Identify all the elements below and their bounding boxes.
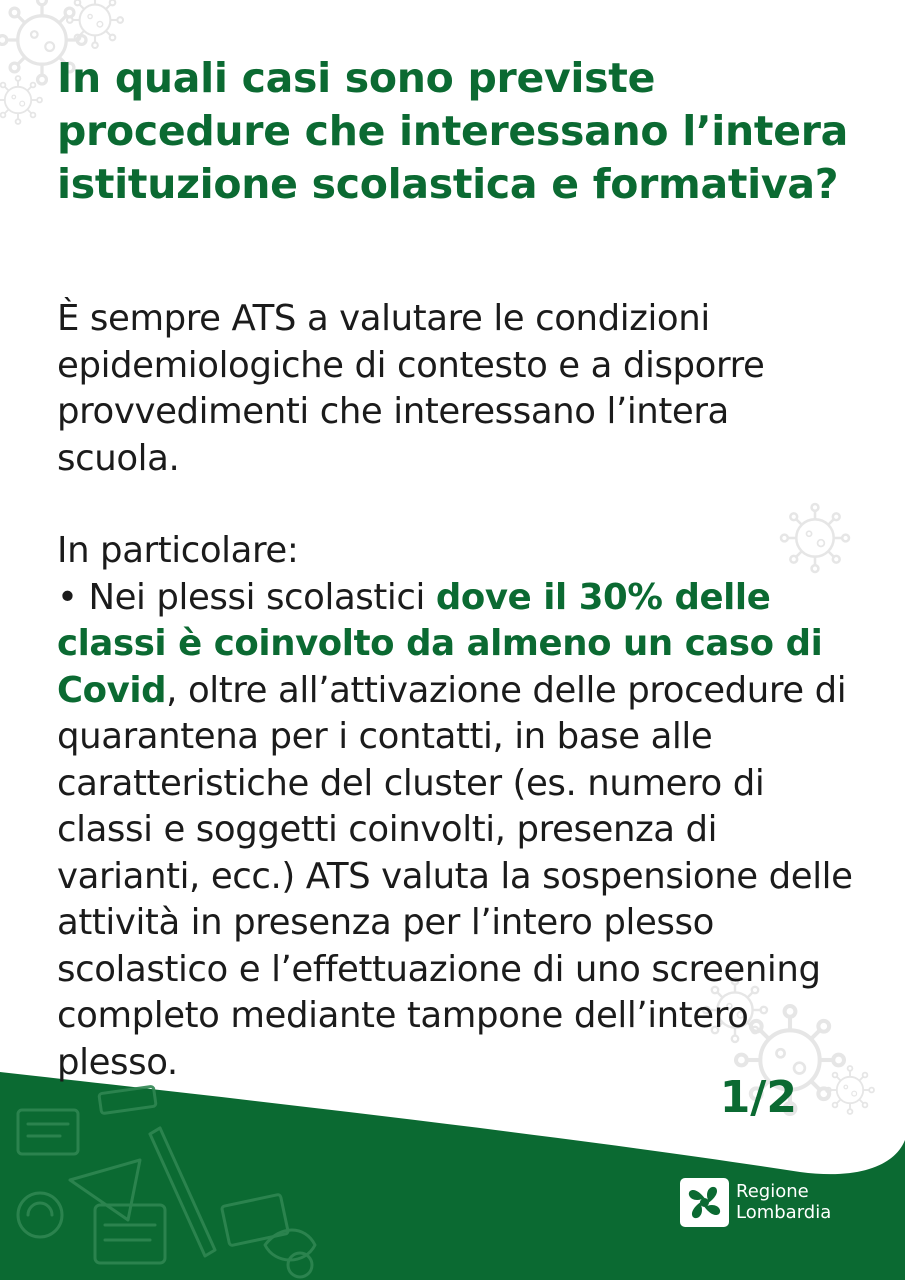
regione-lombardia-logo-mark [680,1178,729,1227]
logo-line-1: Regione [736,1181,809,1202]
logo-line-2: Lombardia [736,1202,832,1223]
bullet-rest: , oltre all’attivazione delle procedure di quarantena per i contatti, in base alle caratteristiche del cluster (es. numero di classi e soggetti coinvolti, presenza di varianti, ecc.) ATS valuta la sospensione delle attività in presenza per l’intero plesso scolastico e l’effettuazione di uno screening completo mediante tampone dell’intero plesso. [57,669,853,1083]
paragraph-gap [57,482,857,528]
page-indicator: 1/2 [719,1072,797,1123]
body-text [57,296,857,1086]
page-title: In quali casi sono previste procedure che interessano l’intera istituzione scolastica e formativa? [57,54,849,208]
regione-lombardia-logo [680,1176,860,1230]
bullet-highlight: dove il 30% delle classi è coinvolto da almeno un caso di Covid [57,576,823,711]
bullet-marker: • [57,576,78,618]
bullet-lead: Nei plessi scolastici [88,576,425,618]
bullet-item [57,575,857,1087]
intro-paragraph: È sempre ATS a valutare le condizioni epidemiologiche di contesto e a disporre provvedimenti che interessano l’intera scuola. [57,298,765,479]
logo-text [736,1181,831,1223]
particular-label: In particolare: [57,530,299,571]
